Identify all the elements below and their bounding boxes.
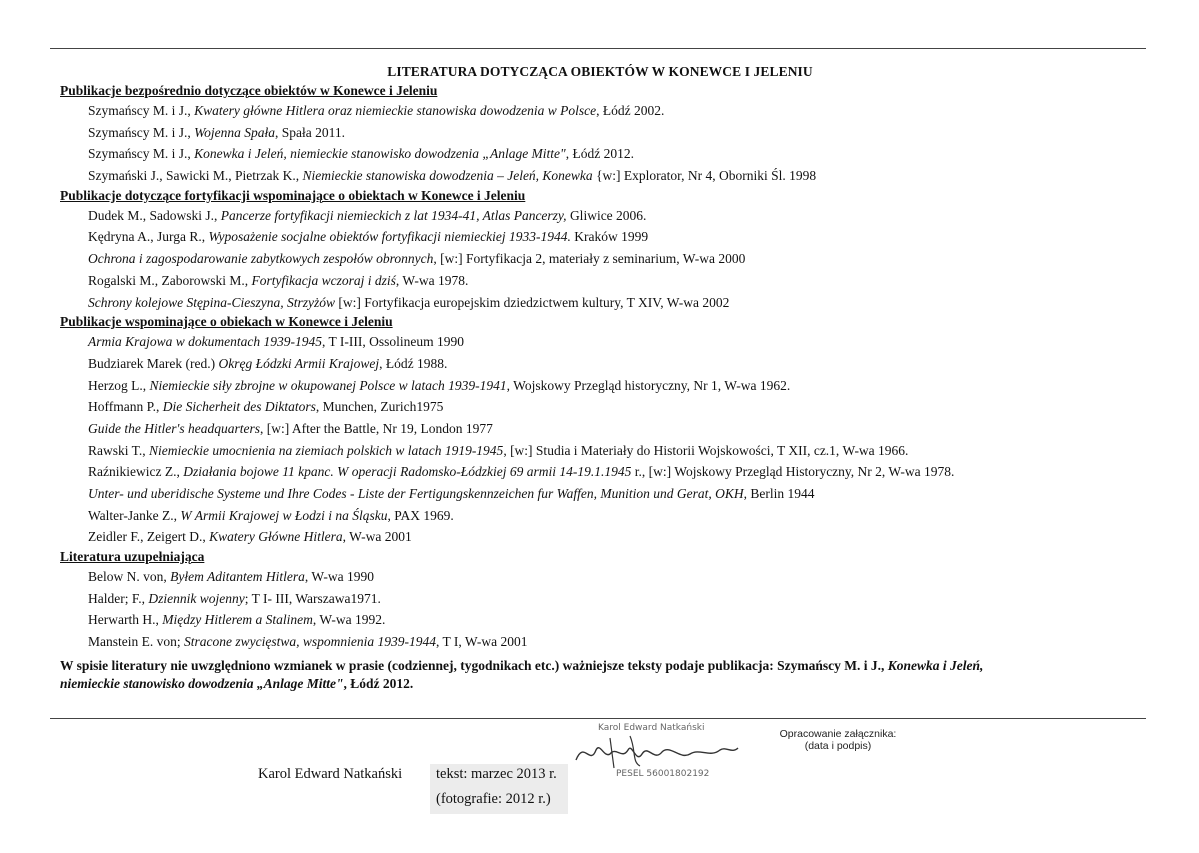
bibliography-entry (60, 270, 1140, 292)
entry-authors: Szymańscy M. i J., (88, 146, 195, 162)
bibliography-entry (60, 609, 1140, 631)
entry-details: , Munchen, Zurich1975 (315, 399, 444, 415)
bibliography-entry (60, 526, 1140, 548)
entry-details: [w:] Fortyfikacja europejskim dziedzictwem kultury, T XIV, W-wa 2002 (334, 294, 730, 310)
bibliography-entry (60, 483, 1140, 505)
bibliography-entry (60, 248, 1140, 270)
entry-authors: Kędryna A., Jurga R., (88, 229, 209, 245)
entry-details: , W-wa 1990 (304, 569, 374, 585)
bibliography-entry (60, 505, 1140, 527)
section-heading: Publikacje bezpośrednio dotyczące obiektów w Konewce i Jeleniu (60, 83, 438, 98)
entry-title: Okręg Łódzki Armii Krajowej (218, 355, 380, 371)
entry-details: , Spała 2011. (275, 124, 345, 140)
bibliography-entry (60, 122, 1140, 144)
bibliography-entry (60, 331, 1140, 353)
entry-details: , W-wa 1978. (395, 272, 469, 288)
note-line-2 (60, 675, 1140, 693)
author-name: Karol Edward Natkański (258, 766, 403, 782)
bibliography-entry (60, 461, 1140, 483)
page-title: LITERATURA DOTYCZĄCA OBIEKTÓW W KONEWCE I JELENIU (387, 64, 813, 79)
bibliography-entry (60, 226, 1140, 248)
entry-title: Kwatery główne Hitlera oraz niemieckie stanowiska dowodzenia w Polsce (194, 103, 597, 118)
entry-details: ; T I- III, Warszawa1971. (244, 590, 381, 606)
bibliography-entry (60, 292, 1140, 314)
bibliography-entry (60, 440, 1140, 462)
top-rule (50, 48, 1146, 49)
entry-title: Niemieckie umocnienia na ziemiach polskich w latach 1919-1945 (149, 442, 504, 458)
entry-details: , [w:] Fortyfikacja 2, materiały z seminarium, W-wa 2000 (433, 251, 746, 267)
prep-label-line-2: (data i podpis) (804, 740, 872, 752)
entry-title: Dziennik wojenny (148, 590, 245, 606)
entry-details: , Łódź 2012. (565, 146, 634, 162)
stamp-line-1: Karol Edward Natkański (598, 723, 705, 733)
entry-title: Kwatery Główne Hitlera (209, 529, 343, 545)
note-text-2: , Łódź 2012. (343, 675, 414, 691)
entry-title: Wyposażenie socjalne obiektów fortyfikacji niemieckiej 1933-1944. (208, 229, 571, 245)
entry-title: Niemieckie stanowiska dowodzenia – Jeleń, Konewka (302, 168, 593, 184)
entry-title: Schrony kolejowe Stępina-Cieszyna, Strzyżów (88, 294, 335, 310)
note-text-1: W spisie literatury nie uwzględniono wzmianek w prasie (codziennej, tygodnikach etc.) ważniejsze teksty podaje publikacja: Szymańscy M. i J., (60, 657, 888, 673)
entry-authors: Walter-Janke Z., (88, 507, 181, 523)
sections-container (60, 82, 1140, 653)
entry-title: Pancerze fortyfikacji niemieckich z lat 1934-41, Atlas Pancerzy, (220, 207, 567, 223)
footer (0, 720, 1199, 853)
signature-scribble (576, 748, 738, 760)
entry-authors: Manstein E. von; (88, 634, 184, 650)
entry-details: , [w:] After the Battle, Nr 19, London 1977 (260, 420, 493, 436)
entry-details: , W-wa 2001 (342, 529, 412, 545)
photo-date: (fotografie: 2012 r.) (436, 791, 551, 807)
note-line-1 (60, 657, 1140, 675)
bibliography-entry (60, 100, 1140, 122)
entry-title: W Armii Krajowej w Łodzi i na Śląsku (180, 507, 388, 523)
preparation-label (768, 728, 908, 752)
entry-details: , Łódź 2002. (596, 103, 665, 118)
section-heading: Literatura uzupełniająca (60, 549, 205, 565)
entry-title: Ochrona i zagospodarowanie zabytkowych zespołów obronnych (88, 251, 434, 267)
section-heading: Publikacje wspominające o obiekach w Konewce i Jeleniu (60, 314, 393, 330)
note-paragraph (60, 657, 1140, 693)
entry-details: , [w:] Studia i Materiały do Historii Wojskowości, T XII, cz.1, W-wa 1966. (503, 442, 909, 458)
entry-authors: Hoffmann P., (88, 399, 163, 415)
entry-title: Guide the Hitler's headquarters (88, 420, 260, 436)
bibliography-entry (60, 165, 1140, 187)
note-italic-1: Konewka i Jeleń, (887, 657, 984, 673)
entry-details: , Berlin 1944 (743, 486, 815, 501)
bibliography (60, 62, 1140, 693)
entry-authors: Rawski T., (88, 442, 150, 458)
text-date: tekst: marzec 2013 r. (436, 766, 557, 782)
bibliography-entry (60, 143, 1140, 165)
stamp-line-2: PESEL 56001802192 (616, 769, 710, 779)
entry-details: , PAX 1969. (387, 507, 454, 523)
entry-details: {w:] Explorator, Nr 4, Oborniki Śl. 1998 (592, 168, 817, 184)
entry-authors: Herwarth H., (88, 612, 163, 628)
prep-label-line-1: Opracowanie załącznika: (779, 728, 897, 740)
section-heading: Publikacje dotyczące fortyfikacji wspominające o obiektach w Konewce i Jeleniu (60, 187, 526, 203)
entry-title: Między Hitlerem a Stalinem (162, 612, 313, 628)
entry-details: r., [w:] Wojskowy Przegląd Historyczny, Nr 2, W-wa 1978. (631, 464, 955, 480)
entry-title: Wojenna Spała (194, 124, 275, 140)
entry-authors: Halder; F., (88, 590, 149, 606)
entry-title: Stracone zwycięstwa, wspomnienia 1939-1944 (184, 634, 436, 650)
bibliography-entry (60, 205, 1140, 227)
entry-authors: Dudek M., Sadowski J., (88, 207, 221, 223)
entry-details: Kraków 1999 (570, 229, 649, 245)
note-italic-2: niemieckie stanowisko dowodzenia „Anlage Mitte" (60, 675, 344, 691)
entry-authors: Budziarek Marek (red.) (88, 355, 219, 371)
bibliography-entry (60, 566, 1140, 588)
entry-authors: Rogalski M., Zaborowski M., (88, 272, 252, 288)
entry-title: Armia Krajowa w dokumentach 1939-1945 (88, 334, 322, 350)
entry-authors: Zeidler F., Zeigert D., (88, 529, 210, 545)
bibliography-entry (60, 396, 1140, 418)
entry-details: , T I-III, Ossolineum 1990 (322, 334, 464, 350)
entry-title: Die Sicherheit des Diktators (162, 399, 316, 415)
bibliography-entry (60, 418, 1140, 440)
entry-authors: Szymańscy M. i J., (88, 103, 195, 118)
entry-authors: Szymański J., Sawicki M., Pietrzak K., (88, 168, 303, 184)
entry-title: Niemieckie siły zbrojne w okupowanej Polsce w latach 1939-1941 (149, 377, 507, 393)
entry-title: Działania bojowe 11 kpanc. W operacji Radomsko-Łódzkiej 69 armii 14-19.1.1945 (183, 464, 632, 480)
bibliography-entry (60, 375, 1140, 397)
signature-stamp (570, 720, 750, 784)
entry-details: , Wojskowy Przegląd historyczny, Nr 1, W-wa 1962. (506, 377, 791, 393)
entry-authors: Herzog L., (88, 377, 150, 393)
entry-title: Konewka i Jeleń, niemieckie stanowisko dowodzenia „Anlage Mitte" (194, 146, 566, 162)
entry-title: Unter- und uberidische Systeme und Ihre Codes - Liste der Fertigungskennzeichen fur Waffen, Munition und Gerat, OKH (88, 486, 744, 501)
entry-authors: Szymańscy M. i J., (88, 124, 195, 140)
bottom-rule (50, 718, 1146, 719)
entry-authors: Below N. von, (88, 569, 171, 585)
bibliography-entry (60, 353, 1140, 375)
entry-details: , T I, W-wa 2001 (435, 634, 528, 650)
entry-details: , W-wa 1992. (312, 612, 386, 628)
bibliography-entry (60, 631, 1140, 653)
entry-title: Byłem Aditantem Hitlera (170, 569, 305, 585)
bibliography-entry (60, 588, 1140, 610)
entry-title: Fortyfikacja wczoraj i dziś (251, 272, 396, 288)
entry-authors: Raźnikiewicz Z., (88, 464, 184, 480)
entry-details: , Łódź 1988. (379, 355, 448, 371)
entry-details: Gliwice 2006. (566, 207, 647, 223)
